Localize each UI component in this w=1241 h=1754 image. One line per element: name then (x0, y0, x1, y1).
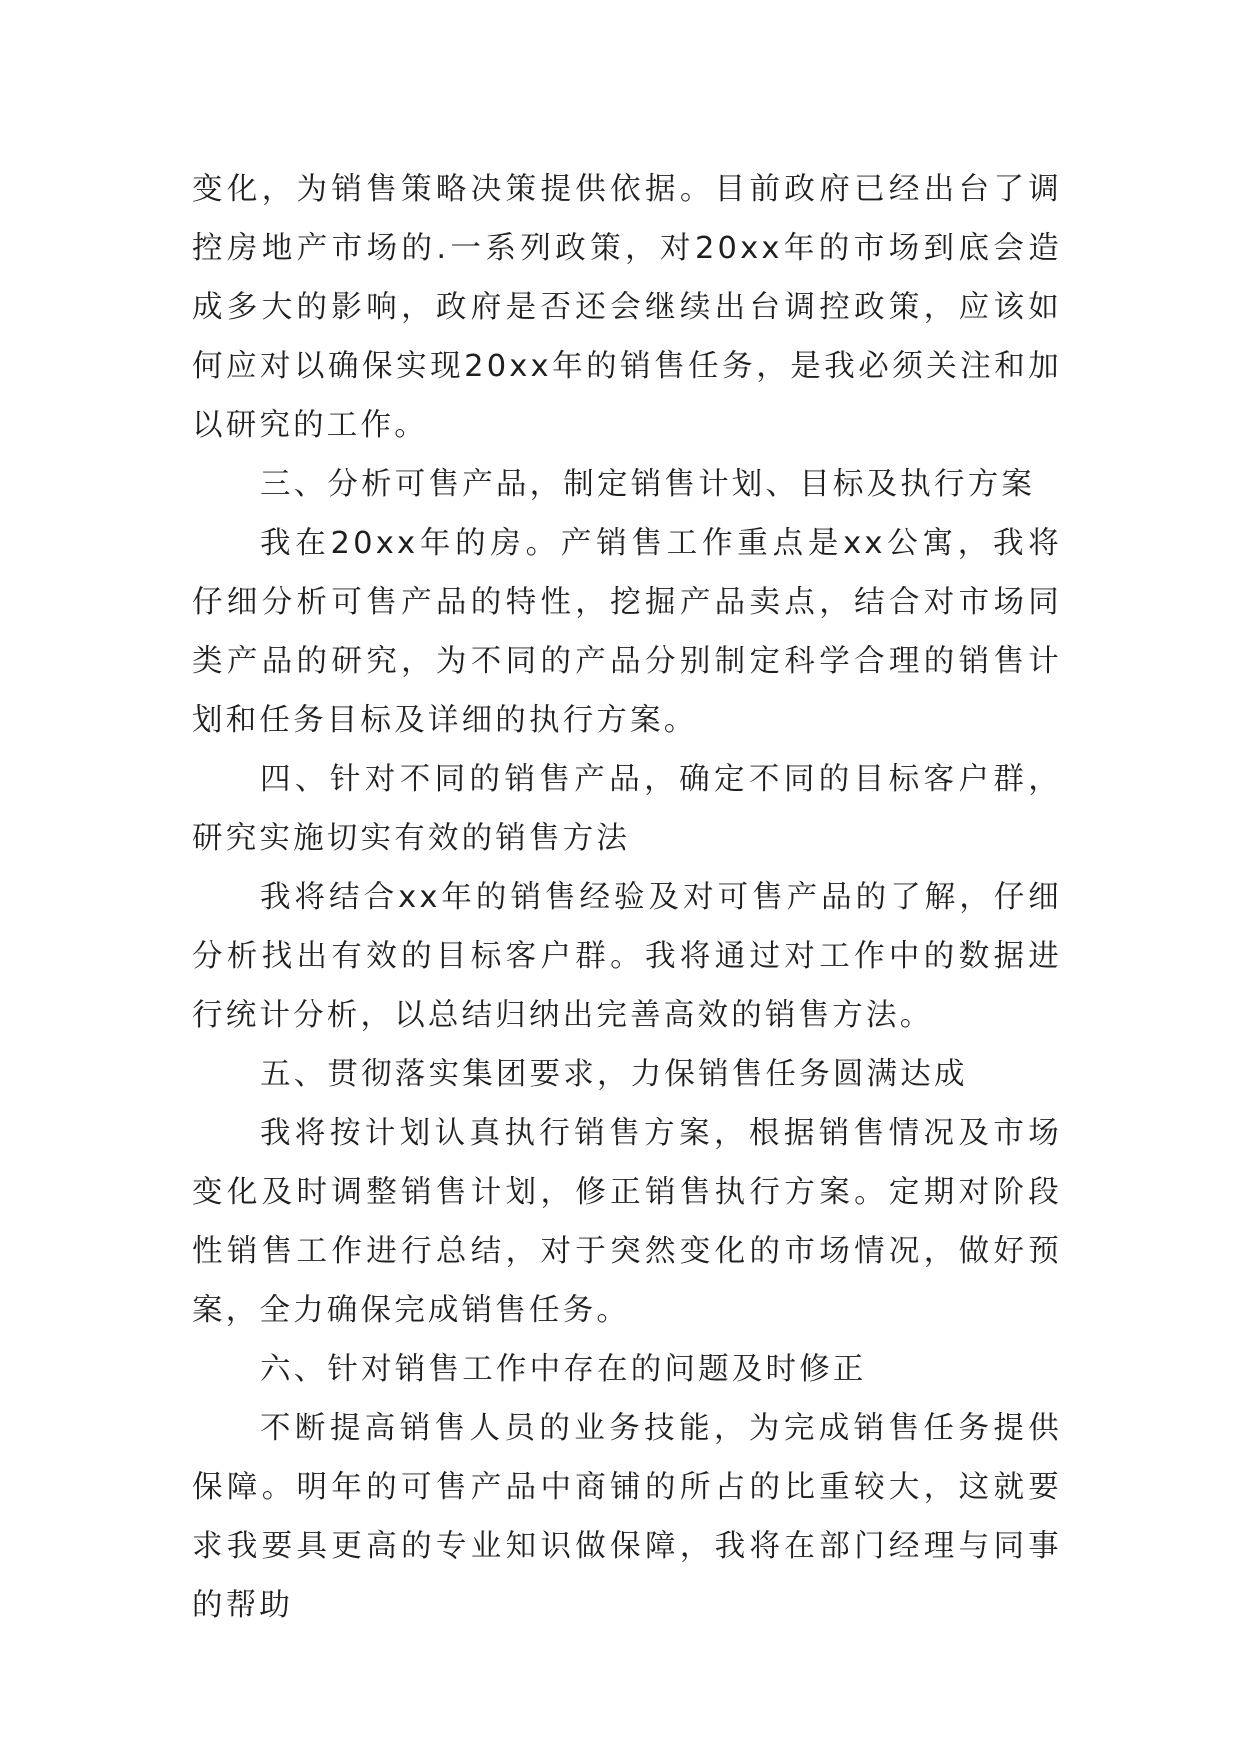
paragraph-section-four: 我将结合xx年的销售经验及对可售产品的了解，仔细分析找出有效的目标客户群。我将通过对工作中的数据进行统计分析，以总结归纳出完善高效的销售方法。 (192, 880, 1062, 1033)
paragraph-section-five: 我将按计划认真执行销售方案，根据销售情况及市场变化及时调整销售计划，修正销售执行方案。定期对阶段性销售工作进行总结，对于突然变化的市场情况，做好预案，全力确保完成销售任务。 (192, 1116, 1062, 1328)
heading-section-five: 五、贯彻落实集团要求，力保销售任务圆满达成 (260, 1057, 968, 1092)
heading-section-three: 三、分析可售产品，制定销售计划、目标及执行方案 (260, 467, 1036, 502)
heading-section-four: 四、针对不同的销售产品，确定不同的目标客户群，研究实施切实有效的销售方法 (192, 762, 1062, 856)
paragraph-section-three: 我在20xx年的房。产销售工作重点是xx公寓，我将仔细分析可售产品的特性，挖掘产品卖点，结合对市场同类产品的研究，为不同的产品分别制定科学合理的销售计划和任务目标及详细的执行方案。 (192, 526, 1062, 738)
paragraph-section-six: 不断提高销售人员的业务技能，为完成销售任务提供保障。明年的可售产品中商铺的所占的比重较大，这就要求我要具更高的专业知识做保障，我将在部门经理与同事的帮助 (192, 1411, 1062, 1623)
document-page (192, 160, 1062, 1635)
heading-section-six: 六、针对销售工作中存在的问题及时修正 (260, 1352, 867, 1387)
paragraph-market-policy: 变化，为销售策略决策提供依据。目前政府已经出台了调控房地产市场的.一系列政策，对20xx年的市场到底会造成多大的影响，政府是否还会继续出台调控政策，应该如何应对以确保实现20xx年的销售任务，是我必须关注和加以研究的工作。 (192, 172, 1062, 443)
